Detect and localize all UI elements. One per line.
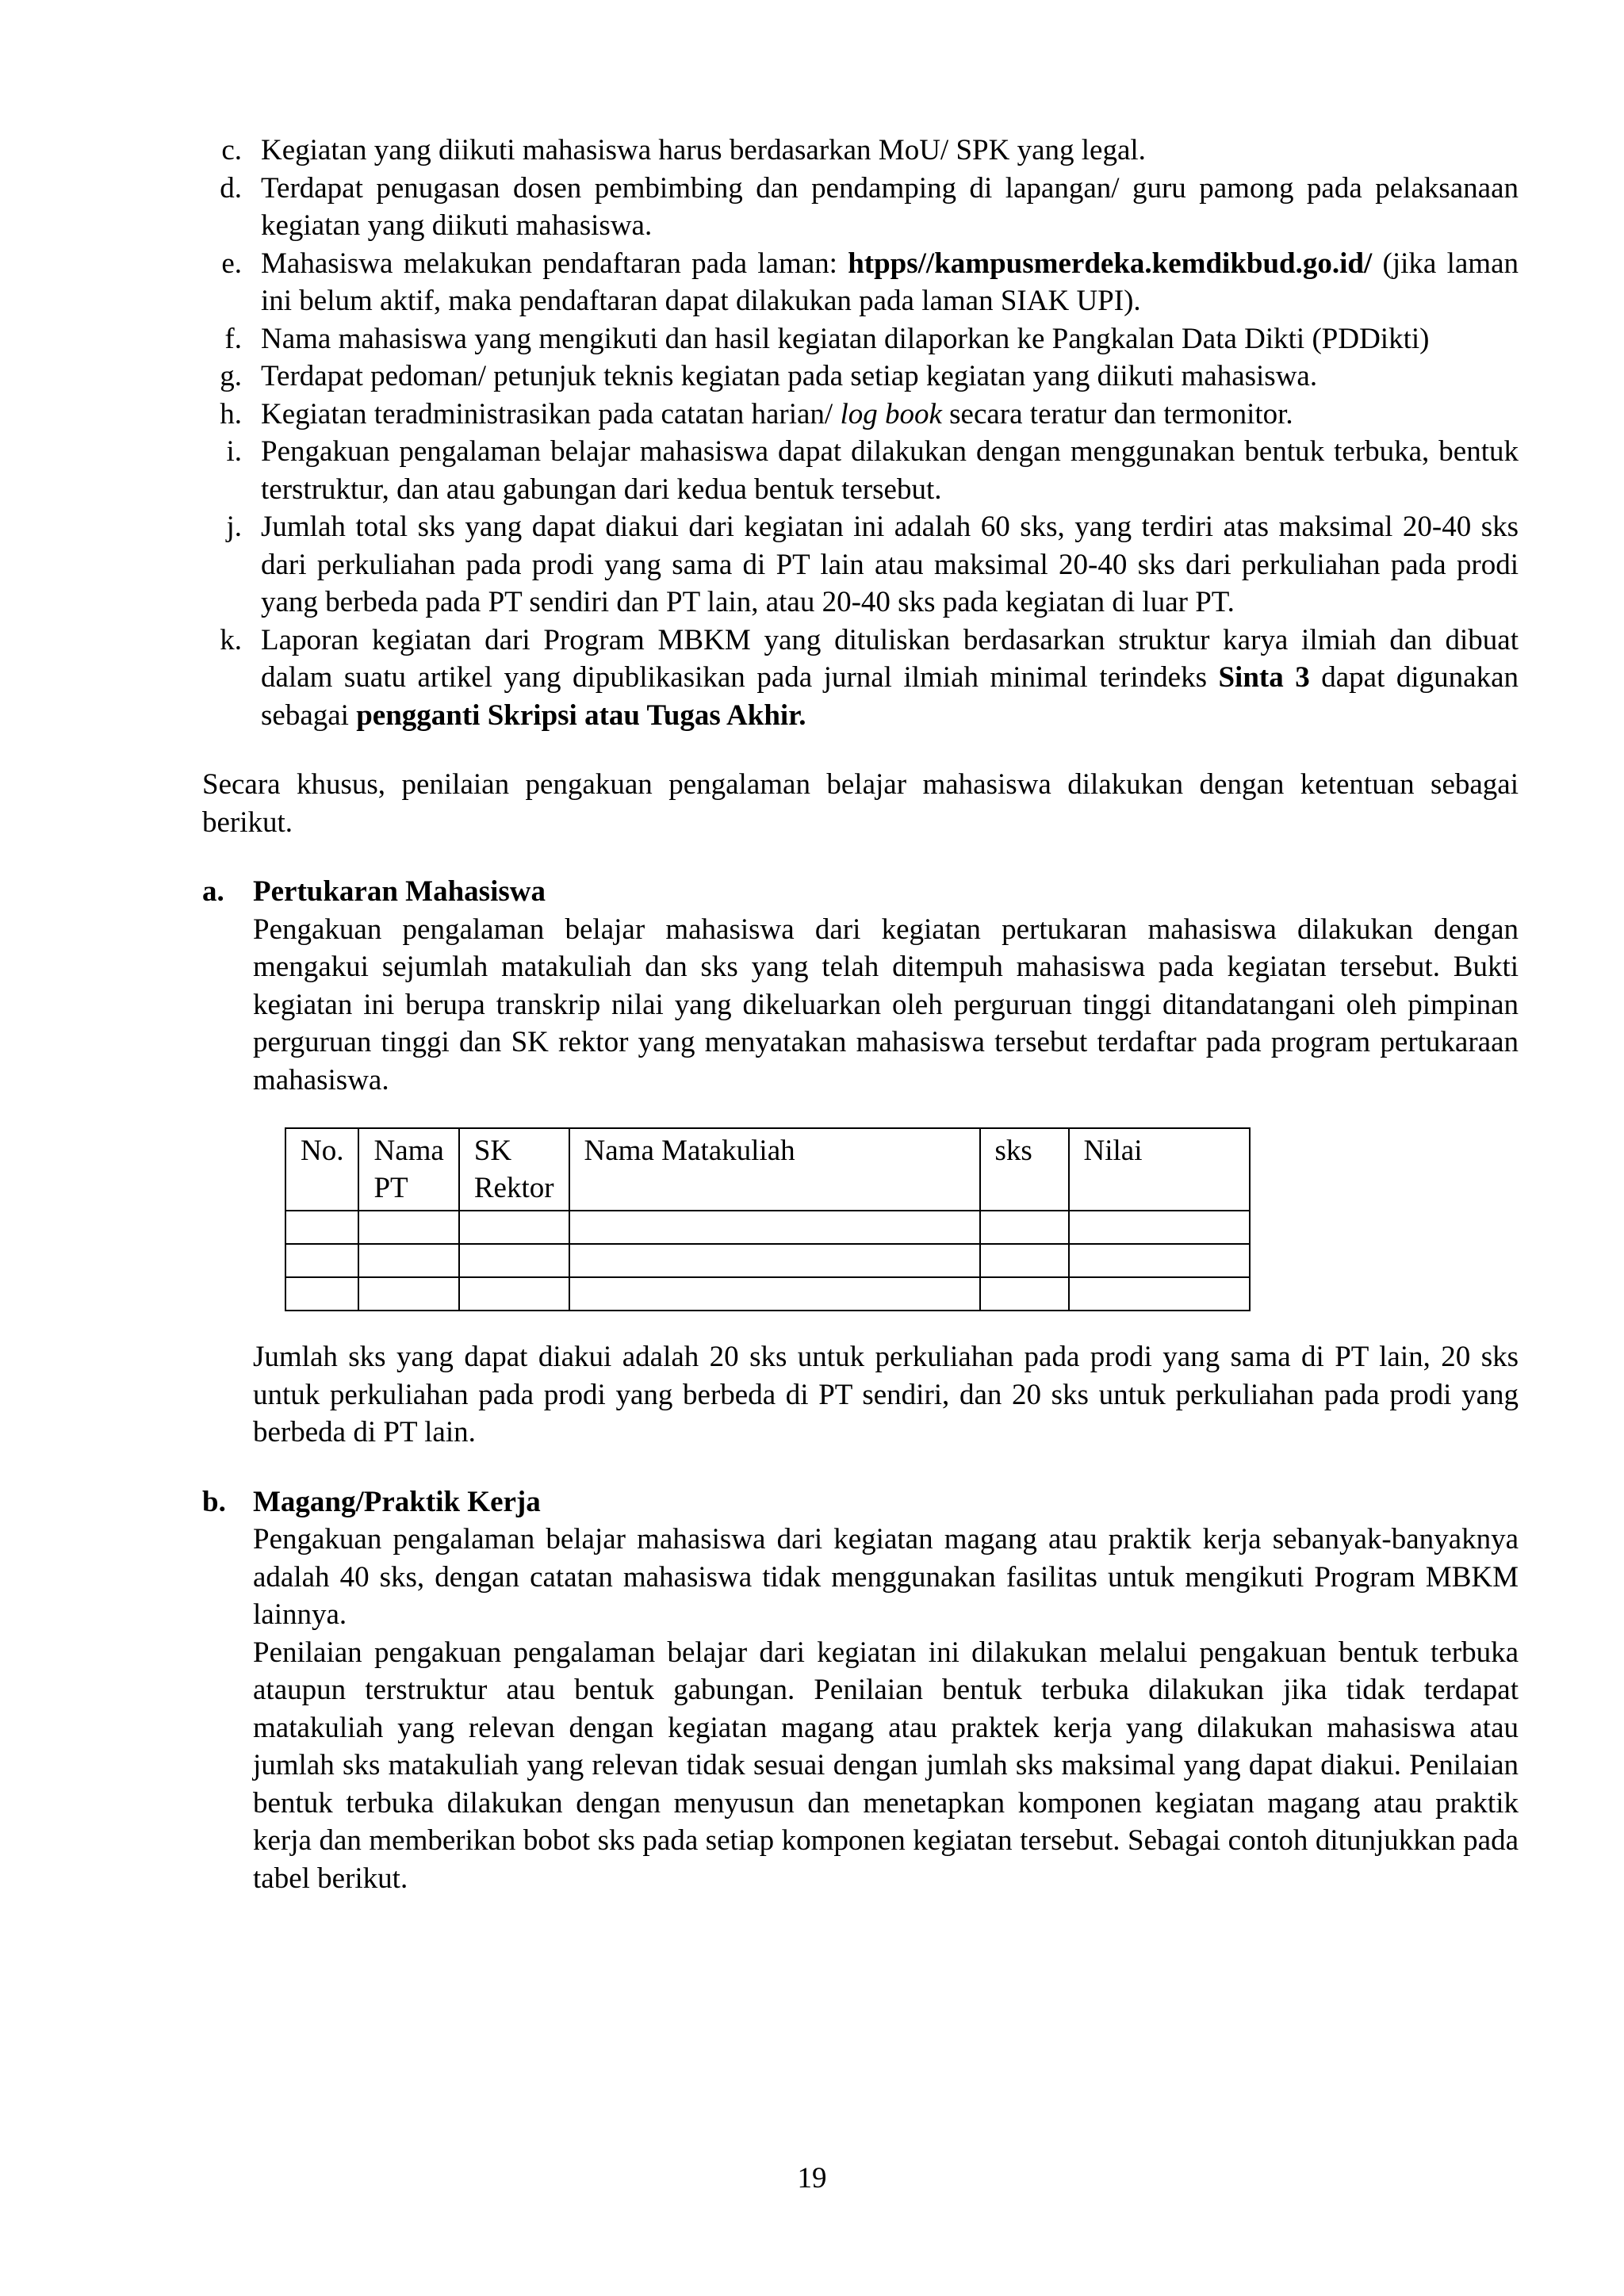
table-cell bbox=[459, 1277, 569, 1311]
section-heading bbox=[202, 1483, 1519, 1521]
section-pertukaran-mahasiswa bbox=[202, 873, 1519, 1452]
section-body: Pengakuan pengalaman belajar mahasiswa dari kegiatan magang atau praktik kerja sebanyak-banyaknya adalah 40 sks, dengan catatan mahasiswa tidak menggunakan fasilitas untuk mengikuti Program MBKM lainnya. bbox=[253, 1523, 1519, 1631]
list-text-bold: Sinta 3 bbox=[1218, 661, 1310, 694]
col-header-nilai: Nilai bbox=[1069, 1128, 1250, 1211]
list-text: Kegiatan teradministrasikan pada catatan harian/ bbox=[261, 397, 841, 430]
list-marker: g. bbox=[220, 360, 242, 392]
table-cell bbox=[569, 1211, 980, 1244]
table-cell bbox=[1069, 1277, 1250, 1311]
list-marker: d. bbox=[220, 171, 242, 205]
list-marker: e. bbox=[221, 247, 242, 280]
col-header-sks: sks bbox=[980, 1128, 1069, 1211]
table-cell bbox=[285, 1244, 358, 1277]
list-item bbox=[202, 320, 1519, 358]
intro-paragraph: Secara khusus, penilaian pengakuan pengalaman belajar mahasiswa dilakukan dengan ketentuan sebagai berikut. bbox=[202, 768, 1519, 839]
list-text: dapat digunakan sebagai bbox=[261, 661, 1519, 732]
requirements-list bbox=[202, 132, 1519, 734]
section-heading bbox=[202, 873, 1519, 911]
table-row bbox=[285, 1211, 1250, 1244]
section-body: Pengakuan pengalaman belajar mahasiswa dari kegiatan pertukaran mahasiswa dilakukan dengan mengakui sejumlah matakuliah dan sks yang telah ditempuh mahasiswa pada kegiatan tersebut. Bukti kegiatan ini berupa transkrip nilai yang dikeluarkan oleh perguruan tinggi ditandatangani oleh pimpinan perguruan tinggi dan SK rektor yang menyatakan mahasiswa tersebut terdaftar pada program pertukaraan mahasiswa. bbox=[253, 913, 1519, 1096]
list-text: Terdapat penugasan dosen pembimbing dan pendamping di lapangan/ guru pamong pada pelaksanaan kegiatan yang diikuti mahasiswa. bbox=[261, 171, 1519, 242]
table-cell bbox=[569, 1244, 980, 1277]
table-cell bbox=[1069, 1244, 1250, 1277]
list-item bbox=[202, 245, 1519, 320]
table-cell bbox=[569, 1277, 980, 1311]
section-title: Pertukaran Mahasiswa bbox=[253, 875, 546, 908]
list-text-bold: pengganti Skripsi atau Tugas Akhir. bbox=[356, 698, 806, 732]
table-row bbox=[285, 1244, 1250, 1277]
list-text: Jumlah total sks yang dapat diakui dari kegiatan ini adalah 60 sks, yang terdiri atas maksimal 20-40 sks dari perkuliahan pada prodi yang sama di PT lain atau maksimal 20-40 sks dari perkuliahan pada prodi yang berbeda pada PT sendiri dan PT lain, atau 20-40 sks pada kegiatan di luar PT. bbox=[261, 511, 1519, 618]
exchange-table bbox=[285, 1127, 1251, 1311]
list-text: Mahasiswa melakukan pendaftaran pada laman: bbox=[261, 247, 848, 280]
list-marker: h. bbox=[220, 397, 242, 430]
table-cell bbox=[358, 1244, 458, 1277]
table-cell bbox=[980, 1277, 1069, 1311]
list-marker: j. bbox=[226, 511, 242, 543]
list-item bbox=[202, 358, 1519, 396]
table-cell bbox=[358, 1211, 458, 1244]
col-header-sk-rektor: SK Rektor bbox=[459, 1128, 569, 1211]
section-letter: b. bbox=[202, 1485, 226, 1518]
table-cell bbox=[459, 1244, 569, 1277]
section-magang-praktik-kerja bbox=[202, 1483, 1519, 1898]
list-marker: f. bbox=[224, 322, 242, 355]
registration-url: htpps//kampusmerdeka.kemdikbud.go.id/ bbox=[848, 247, 1373, 280]
list-text: secara teratur dan termonitor. bbox=[941, 397, 1293, 430]
list-item bbox=[202, 433, 1519, 508]
list-item bbox=[202, 396, 1519, 434]
list-text-italic: log book bbox=[840, 397, 942, 430]
list-marker: c. bbox=[221, 134, 242, 166]
table-header-row bbox=[285, 1128, 1250, 1211]
document-page bbox=[202, 132, 1519, 1897]
table-cell bbox=[358, 1277, 458, 1311]
list-text: Terdapat pedoman/ petunjuk teknis kegiatan pada setiap kegiatan yang diikuti mahasiswa. bbox=[261, 360, 1318, 392]
table-cell bbox=[1069, 1211, 1250, 1244]
list-text: Laporan kegiatan dari Program MBKM yang dituliskan berdasarkan struktur karya ilmiah dan dibuat dalam suatu artikel yang dipublikasikan pada jurnal ilmiah minimal terindeks bbox=[261, 623, 1519, 694]
page-number: 19 bbox=[797, 2162, 827, 2195]
list-item bbox=[202, 622, 1519, 735]
table-cell bbox=[285, 1277, 358, 1311]
table-cell bbox=[459, 1211, 569, 1244]
table-row bbox=[285, 1277, 1250, 1311]
table-cell bbox=[980, 1211, 1069, 1244]
list-marker: i. bbox=[226, 435, 242, 468]
list-item bbox=[202, 132, 1519, 170]
list-text: (jika laman ini belum aktif, maka pendaftaran dapat dilakukan pada laman SIAK UPI). bbox=[261, 247, 1519, 317]
col-header-no: No. bbox=[285, 1128, 358, 1211]
col-header-nama-pt: Nama PT bbox=[358, 1128, 458, 1211]
section-body: Penilaian pengakuan pengalaman belajar dari kegiatan ini dilakukan melalui pengakuan bentuk terbuka ataupun terstruktur atau bentuk gabungan. Penilaian bentuk terbuka dilakukan jika tidak terdapat matakuliah yang relevan dengan kegiatan magang atau praktek kerja yang dilakukan mahasiswa atau jumlah sks matakuliah yang relevan tidak sesuai dengan jumlah sks maksimal yang dapat diakui. Penilaian bentuk terbuka dilakukan dengan menyusun dan menetapkan komponen kegiatan magang atau praktik kerja dan memberikan bobot sks pada setiap komponen kegiatan tersebut. Sebagai contoh ditunjukkan pada tabel berikut. bbox=[253, 1636, 1519, 1895]
section-note: Jumlah sks yang dapat diakui adalah 20 sks untuk perkuliahan pada prodi yang sama di PT lain, 20 sks untuk perkuliahan pada prodi yang berbeda di PT sendiri, dan 20 sks untuk perkuliahan pada prodi yang berbeda di PT lain. bbox=[253, 1341, 1519, 1448]
list-marker: k. bbox=[220, 623, 242, 656]
list-text: Pengakuan pengalaman belajar mahasiswa dapat dilakukan dengan menggunakan bentuk terbuka, bentuk terstruktur, dan atau gabungan dari kedua bentuk tersebut. bbox=[261, 435, 1519, 506]
table-cell bbox=[285, 1211, 358, 1244]
section-title: Magang/Praktik Kerja bbox=[253, 1485, 541, 1518]
section-letter: a. bbox=[202, 875, 224, 908]
list-item bbox=[202, 508, 1519, 622]
list-item bbox=[202, 170, 1519, 245]
list-text: Nama mahasiswa yang mengikuti dan hasil kegiatan dilaporkan ke Pangkalan Data Dikti (PDDikti) bbox=[261, 322, 1430, 355]
list-text: Kegiatan yang diikuti mahasiswa harus berdasarkan MoU/ SPK yang legal. bbox=[261, 134, 1146, 166]
col-header-nama-matakuliah: Nama Matakuliah bbox=[569, 1128, 980, 1211]
table-cell bbox=[980, 1244, 1069, 1277]
